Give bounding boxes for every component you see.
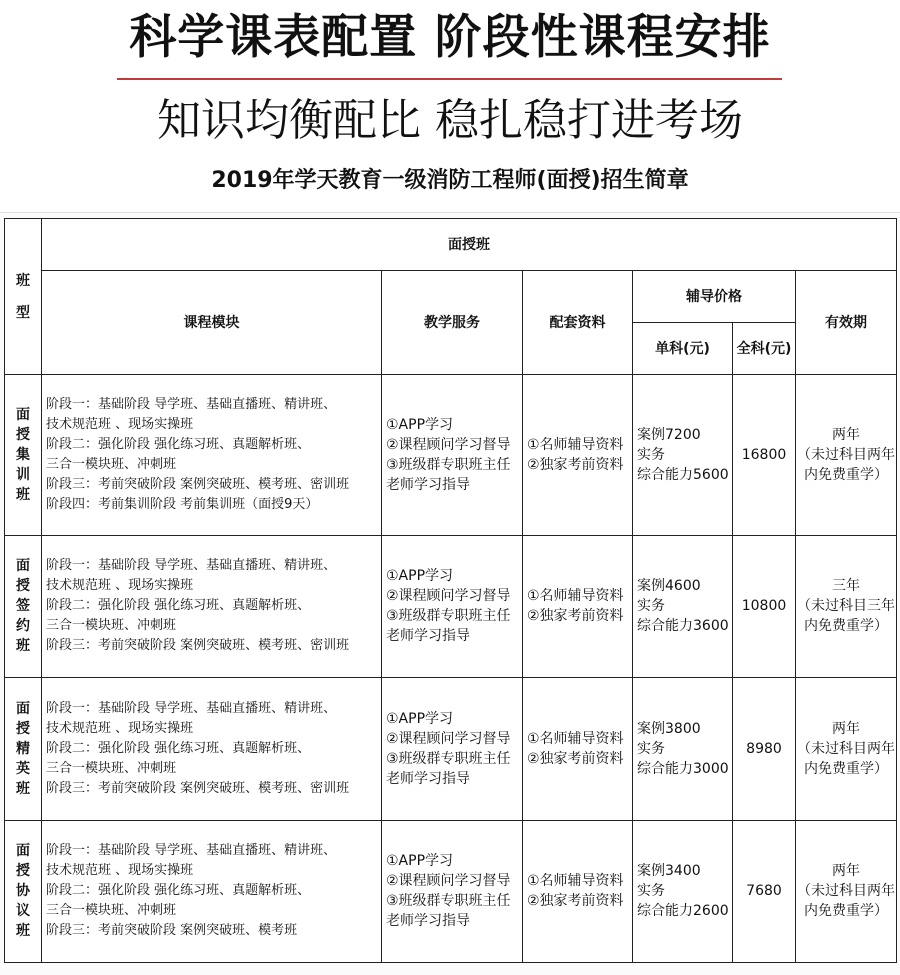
- validity-line: （未过科目两年: [797, 740, 896, 757]
- class-name-line: 签: [16, 598, 30, 615]
- materials-line: ②独家考前资料: [527, 893, 624, 910]
- course-modules: [42, 535, 382, 677]
- class-name-line: 班: [16, 487, 30, 504]
- course-modules-line: 技术规范班 、现场实操班: [46, 720, 194, 736]
- class-name-line: 集: [16, 447, 30, 464]
- class-name-line: 授: [16, 720, 30, 737]
- class-type-header: [5, 219, 42, 375]
- full-price: 7680: [733, 820, 796, 962]
- course-modules-line: 阶段二：强化阶段 强化练习班、真题解析班、: [46, 437, 311, 453]
- table-row: [5, 535, 897, 677]
- teaching-services-line: ①APP学习: [386, 853, 454, 870]
- course-modules-line: 阶段四：考前集训阶段 考前集训班（面授9天）: [46, 497, 319, 513]
- course-modules-line: 阶段三：考前突破阶段 案例突破班、模考班、密训班: [46, 638, 350, 654]
- validity: [796, 820, 897, 962]
- teaching-services-line: ②课程顾问学习督导: [386, 437, 511, 454]
- class-type-char: 班: [16, 272, 30, 289]
- single-price-line: 实务: [637, 883, 665, 900]
- table-row: [5, 375, 897, 535]
- teaching-services-line: ③班级群专职班主任: [386, 893, 511, 910]
- course-modules-line: 阶段二：强化阶段 强化练习班、真题解析班、: [46, 740, 311, 756]
- class-name-line: 约: [16, 618, 30, 635]
- class-name-line: 协: [16, 883, 30, 900]
- validity-line: 内免费重学）: [804, 618, 889, 635]
- teaching-services-line: ③班级群专职班主任: [386, 750, 511, 767]
- single-price-line: 案例4600: [637, 578, 701, 595]
- teaching-services-line: 老师学习指导: [386, 913, 470, 930]
- course-modules-line: 技术规范班 、现场实操班: [46, 578, 194, 594]
- single-price-line: 综合能力5600: [637, 467, 729, 484]
- materials-line: ②独家考前资料: [527, 750, 624, 767]
- single-price-line: 综合能力3600: [637, 618, 729, 635]
- single-price: [633, 820, 733, 962]
- validity-line: 两年: [832, 427, 861, 444]
- validity-line: 内免费重学）: [804, 760, 889, 777]
- group-header: 面授班: [42, 219, 897, 271]
- validity-line: 内免费重学）: [804, 903, 889, 920]
- full-price: 8980: [733, 678, 796, 820]
- course-modules-line: 阶段一：基础阶段 导学班、基础直播班、精讲班、: [46, 558, 337, 574]
- validity-line: （未过科目两年: [797, 447, 896, 464]
- materials-header: 配套资料: [523, 271, 633, 375]
- materials-line: ①名师辅导资料: [527, 437, 624, 454]
- course-modules-line: 阶段一：基础阶段 导学班、基础直播班、精讲班、: [46, 397, 337, 413]
- teaching-services: [382, 678, 523, 820]
- class-type-char: 型: [16, 304, 30, 321]
- class-name-line: 授: [16, 427, 30, 444]
- validity-line: （未过科目两年: [797, 883, 896, 900]
- price-header: 辅导价格: [633, 271, 796, 323]
- table-row: [5, 820, 897, 962]
- single-price: [633, 678, 733, 820]
- class-name: [5, 375, 42, 535]
- teaching-services-line: ①APP学习: [386, 417, 454, 434]
- page-title: 科学课表配置 阶段性课程安排: [129, 10, 771, 65]
- validity-line: 三年: [832, 578, 861, 595]
- validity: [796, 535, 897, 677]
- materials-line: ①名师辅导资料: [527, 730, 624, 747]
- single-price: [633, 535, 733, 677]
- single-price-line: 实务: [637, 740, 665, 757]
- course-modules-line: 三合一模块班、冲刺班: [46, 903, 177, 919]
- class-name-line: 授: [16, 863, 30, 880]
- validity-line: （未过科目三年: [797, 598, 896, 615]
- course-modules: [42, 820, 382, 962]
- table-row: [5, 678, 897, 820]
- section-heading: 2019年学天教育一级消防工程师(面授)招生简章: [211, 168, 689, 193]
- class-name-line: 面: [16, 558, 30, 575]
- teaching-services-line: 老师学习指导: [386, 628, 470, 645]
- course-modules-line: 阶段二：强化阶段 强化练习班、真题解析班、: [46, 883, 311, 899]
- course-modules-line: 阶段三：考前突破阶段 案例突破班、模考班、密训班: [46, 477, 350, 493]
- materials-line: ①名师辅导资料: [527, 588, 624, 605]
- teaching-services-line: ①APP学习: [386, 568, 454, 585]
- teaching-services: [382, 820, 523, 962]
- validity-line: 两年: [832, 720, 861, 737]
- full-price-header: 全科(元): [733, 323, 796, 375]
- validity-header: 有效期: [796, 271, 897, 375]
- course-table: [4, 218, 897, 963]
- modules-header: 课程模块: [42, 271, 382, 375]
- course-modules-line: 阶段三：考前突破阶段 案例突破班、模考班: [46, 923, 298, 939]
- course-modules: [42, 375, 382, 535]
- teaching-services-line: 老师学习指导: [386, 477, 470, 494]
- teaching-services-line: ②课程顾问学习督导: [386, 873, 511, 890]
- class-name: [5, 678, 42, 820]
- single-price-line: 案例3400: [637, 863, 701, 880]
- class-name: [5, 535, 42, 677]
- course-modules-line: 阶段二：强化阶段 强化练习班、真题解析班、: [46, 598, 311, 614]
- class-name-line: 班: [16, 638, 30, 655]
- teaching-services-line: ②课程顾问学习督导: [386, 730, 511, 747]
- course-modules-line: 技术规范班 、现场实操班: [46, 863, 194, 879]
- course-modules-line: 三合一模块班、冲刺班: [46, 618, 177, 634]
- single-price: [633, 375, 733, 535]
- materials: [523, 678, 633, 820]
- single-price-line: 实务: [637, 447, 665, 464]
- materials: [523, 820, 633, 962]
- course-modules-line: 阶段一：基础阶段 导学班、基础直播班、精讲班、: [46, 843, 337, 859]
- course-modules-line: 三合一模块班、冲刺班: [46, 760, 177, 776]
- course-modules-line: 技术规范班 、现场实操班: [46, 417, 194, 433]
- teaching-services: [382, 535, 523, 677]
- services-header: 教学服务: [382, 271, 523, 375]
- class-name-line: 面: [16, 407, 30, 424]
- teaching-services-line: 老师学习指导: [386, 770, 470, 787]
- materials: [523, 375, 633, 535]
- teaching-services-line: ③班级群专职班主任: [386, 457, 511, 474]
- validity-line: 两年: [832, 863, 861, 880]
- teaching-services-line: ②课程顾问学习督导: [386, 588, 511, 605]
- full-price: 10800: [733, 535, 796, 677]
- teaching-services-line: ①APP学习: [386, 710, 454, 727]
- class-name-line: 面: [16, 700, 30, 717]
- single-price-line: 案例3800: [637, 720, 701, 737]
- materials-line: ②独家考前资料: [527, 608, 624, 625]
- course-modules-line: 阶段三：考前突破阶段 案例突破班、模考班、密训班: [46, 780, 350, 796]
- class-name-line: 面: [16, 843, 30, 860]
- page-subtitle: 知识均衡配比 稳扎稳打进考场: [157, 95, 743, 146]
- single-price-line: 综合能力3000: [637, 760, 729, 777]
- class-name-line: 议: [16, 903, 30, 920]
- single-price-line: 案例7200: [637, 427, 701, 444]
- single-price-header: 单科(元): [633, 323, 733, 375]
- materials-line: ①名师辅导资料: [527, 873, 624, 890]
- course-modules-line: 阶段一：基础阶段 导学班、基础直播班、精讲班、: [46, 700, 337, 716]
- teaching-services-line: ③班级群专职班主任: [386, 608, 511, 625]
- class-name-line: 训: [16, 467, 30, 484]
- class-name-line: 精: [16, 740, 30, 757]
- title-divider: [117, 78, 782, 80]
- validity: [796, 375, 897, 535]
- class-name-line: 授: [16, 578, 30, 595]
- materials: [523, 535, 633, 677]
- single-price-line: 综合能力2600: [637, 903, 729, 920]
- class-name-line: 班: [16, 923, 30, 940]
- validity: [796, 678, 897, 820]
- materials-line: ②独家考前资料: [527, 457, 624, 474]
- course-modules-line: 三合一模块班、冲刺班: [46, 457, 177, 473]
- class-name-line: 英: [16, 760, 30, 777]
- validity-line: 内免费重学）: [804, 467, 889, 484]
- single-price-line: 实务: [637, 598, 665, 615]
- teaching-services: [382, 375, 523, 535]
- full-price: 16800: [733, 375, 796, 535]
- class-name-line: 班: [16, 780, 30, 797]
- class-name: [5, 820, 42, 962]
- course-modules: [42, 678, 382, 820]
